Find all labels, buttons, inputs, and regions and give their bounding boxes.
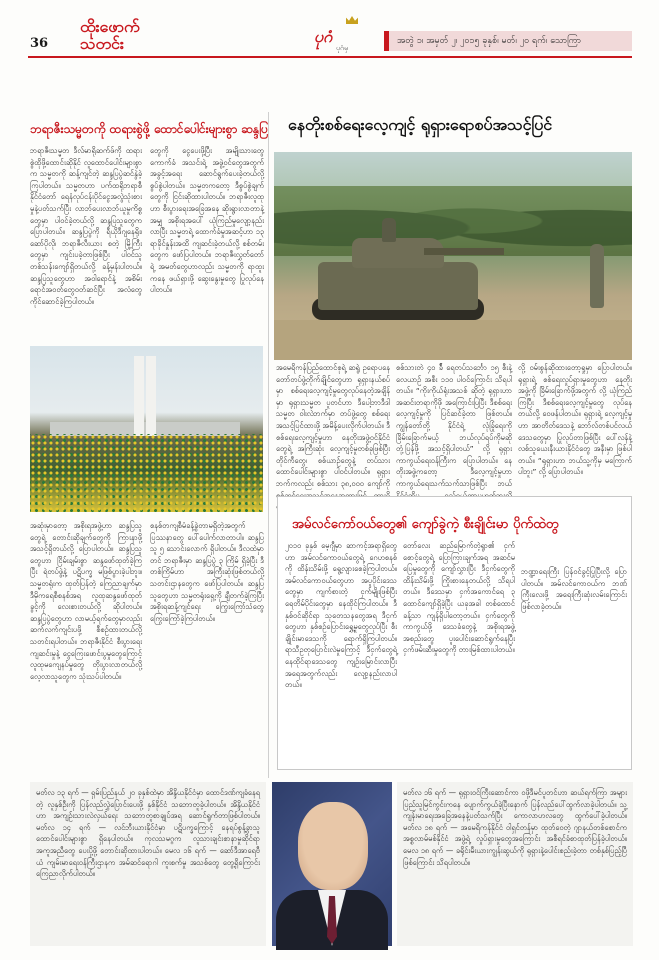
column-divider <box>268 112 269 778</box>
news-briefs-left <box>30 782 266 946</box>
section-logo <box>80 18 140 52</box>
header-rule <box>28 56 632 58</box>
left-article-col2-cont: စနစ်တကျစီမံခန့်ခွဲတာမရှိတဲ့အတွက် ပြဿနာတွေ ပေါ်ပေါက်လာတာပါ။ ဆန္ဒပြသူ ၅ သောင်းလောက် ရှိပါတယ်။ ဒီလထဲမှာတင် ဘရာဇီးမှာ ဆန္ဒပြပွဲ ၃ ကြိမ် ရှိခဲ့ပြီး ဒီတစ်ကြိမ်ဟာ အကြီးဆုံးဖြစ်တယ်လို့ သတင်းဌာနတွေက ဖော်ပြပါတယ်။ ဆန္ဒပြသူတွေဟာ သမ္မတရုံးရှေ့ကို ချီတက်ခဲ့ကြပြီး အစိုးရဆန့်ကျင်ရေး ကြွေးကြော်သံတွေ ကြွေးကြော်ခဲ့ကြပါတယ်။ <box>150 521 264 623</box>
main-article-col1: အမေရိကန်ပြည်ထောင်စုရဲ့ ဆရွဲ ဥရောပနေတော်တပ်ဖွဲ့တိုက်ချိုင်တွေဟာ ရုရှားနယ်စပ်မှာ စစ်ရေးလေ့ကျင့်မှုတွေလုပ်နေတဲ့အချိန်မှာ ရုရှားသမ္မတ ပူတင်ဟာ ဒီပေါ့ဘာဒီဒါ သမ္မတ ဝါးလဲဘက်မှာ တပ်ဖွဲ့တွေ စစ်ရေးအသင့်ပြင်ထားဖို့ အမိန့်ပေးလိုက်ပါတယ်။ ဒီစစ်ရေးလေ့ကျင့်မှုဟာ နေတိုးအဖွဲ့ဝင်နိုင်ငံတွေရဲ့ အကြီးဆုံး လေ့ကျင့်မှုတစ်ခုဖြစ်ပြီး တိုင်ကီတွေ၊ စစ်ယာဉ်တွေနဲ့ တပ်သားထောင်ပေါင်းများစွာ ပါဝင်ပါတယ်။ ရုရှားဘက်ကလည်း စစ်သား ၃၈,၀၀၀ ကျော်ကို <box>276 363 390 488</box>
crowd <box>30 434 263 512</box>
news-briefs-right <box>397 782 633 946</box>
section-logo-line1: ထိုးဖောက် <box>80 17 140 36</box>
trees <box>274 186 632 256</box>
left-article-col2: တွေကို ငွေပေးဖို့ပြီး အမျိုးသားတွေကောက်ခံ အသင်းရဲ့ အဖွဲ့ဝင်တွေအတွက် အခွင့်အရေး ဆောင်ရွက်ပေးခဲ့တယ်လို့ စွပ်စွဲပါတယ်။ သမ္မတကတော့ ဒီစွပ်စွဲချက်တွေကို ငြင်းဆိုထားပါတယ်။ ဘရာဇီးလူထုဟာ စီးပွားရေးအခြေအနေ ဆိုးရွားလာတာနဲ့အမျှ အစိုးရအပေါ် ယုံကြည်မှုလျော့နည်းလာပြီး သမ္မတရဲ့ ထောက်ခံမှုအဆင့်ဟာ ၁၃ ရာခိုင်နှုန်းအထိ ကျဆင်းခဲ့တယ်လို့ စစ်တမ်းတွေက ဖော်ပြပါတယ်။ ဘရာဇီးလွှတ်တော်ရဲ့ အမတ်တွေဟာလည်း သမ္မတကို ရာထူးကနေ ဖယ်ရှားဖို့ ဆွေးနွေးမှုတွေ ပြုလုပ်နေပါတယ်။ <box>150 146 264 295</box>
main-headline: နေတိုးစစ်ရေးလေ့ကျင့် ရုရှားရောစပ်အသင့်ပြင် <box>288 115 553 134</box>
tower <box>134 356 144 436</box>
masthead-sub: ပုဂံမှ <box>336 44 348 52</box>
face <box>298 802 368 890</box>
left-article-col1: ဘရာဇီးသမ္မတ ဒီလ်မာရိုဆက်ဖ်ကို ထရားစွဲထိုဖို့ထောင်းဆိုနိုင် လူထောင်ပေါင်းများစွာက သမ္မတကို ဆန့်ကျင်တဲ့ ဆန္ဒပြပွဲဆင်နွဲခဲ့ကြပါတယ်။ သမ္မတဟာ ပက်ထရိုဘရာစီနိုင်ငံတော် ရေနံလုပ်ငန်းပိုင်ငွေအလွဲသုံးစားမှုနဲ့ပတ်သက်ပြီး လာဘ်ပေးလာဘ်ယူမှုကိစ္စတွေမှာ ပါဝင်ခဲ့တယ်လို့ ဆန္ဒပြသူတွေက ပြောပါတယ်။ ဆန္ဒပြပွဲကို ရီယိုဒီဂျနေရိုး၊ ဆော်ပိုလို၊ ဘရာဇီလီးယား စတဲ့ မြို့ကြီးတွေမှာ ကျင်းပခဲ့တာဖြစ်ပြီး ပါဝင်သူ တစ်သန်းကျော်ရှိတယ်လို့ ခန့်မှန်းပါတယ်။ ဆန္ဒပြသူတွေဟာ အဝါရောင်နဲ့ အစိမ်းရောင်အဝတ်တွေဝတ်ဆင်ပြီး အလံတွေကိုင်ဆောင်ခဲ့ကြပါတယ်။ <box>30 146 142 306</box>
box-article-col3: ဘဏ္ဍာရေးကြီး ပြန်ဝင်ခွင့်ပြုပြီးလို့ ပြောပါတယ်။ အမ်လင်ကောဝယ်က ဘဏ်ကြီးလေးဖို့ အရေးကြီးဆုံးလမ်းကြောင်း ဖြစ်လာခဲ့တယ်။ <box>521 567 627 611</box>
tank-hull <box>318 262 478 310</box>
main-article-col3: လို့ ဝမ်းစွန်ဆိုထားတော့ရှုမှာ ပြောပါတယ်။ ရုရှားရဲ့ စစ်ရေးလှုပ်ရှားမှုတွေဟာ နေတိုးအဖွဲ့ကို ခြိမ်းခြောက်ဖို့အတွက် လို့ ယုံကြည်ကြပြီး ဒီစစ်ရေးလေ့ကျင့်မှုတွေ လုပ်နေတယ်လို့ ဝေဖန်ပါတယ်။ ရုရှားရဲ့ လေ့ကျင့်မှုဟာ အာတိတ်ဒေသနဲ့ ဘော်လ်တစ်ပင်လယ်ဒေသတွေမှာ ပြုလုပ်တာဖြစ်ပြီး ပေါ်လန်နဲ့ လစ်သူယေးနီးယားနိုင်ငံတွေ အနီးမှာ ဖြစ်ပါတယ်။ “ရုရှားဟာ ဘယ်သူ့ကိုမှ မကြောက်ပါဘူး” လို့ ပြောပါတယ်။ <box>518 363 632 477</box>
tower <box>146 356 156 436</box>
box-article-col2: တော်လေး ဆည်မြောက်တဲ့ရွာ၏ ငှက်စောင့်တွေရဲ့ ပြောကြားချက်အရ အဆင်မပြေမှုတွေကို ကျော်လွှားပြီး ဒီငှက်တွေကို ထိန်းသိမ်းဖို့ ကြိုးစားနေတယ်လို့ သိရပါတယ်။ ဒီဒေသမှာ ငှက်အကောင်ရေ ၃ ထောင်ကျော်ရှိခဲ့ပြီး ယခုအခါ တစ်ထောင်ခန့်သာ ကျန်ရှိပါတော့တယ်။ ငှက်တွေကို ကာကွယ်ဖို့ ဒေသခံတွေနဲ့ အစိုးရအဖွဲ့အစည်းတွေ ပူးပေါင်းဆောင်ရွက်နေပြီး ငှက်ဖမ်းဆီးမှုတွေကို တားမြစ်ထားပါတယ်။ <box>403 541 515 655</box>
page-number: 36 <box>30 36 49 51</box>
dateline: အတွဲ ၁၊ အမှတ် ၂၊ ၂၀၁၅ ခုနှစ်၊ မတ်၊ ၂၀ ရက်၊ သောကြာ <box>384 31 632 51</box>
brief-text-left: မတ်လ ၁၃ ရက် — ရှမ်းပြည်နယ် ၂၀ ခုနှစ်ထဲမှာ အိန္ဒိယနိုင်ငံမှာ ထောင်ဒဏ်ကျခံနေရတဲ့ လူနှစ်ဦးကို ပြန်လည်လွှဲပြောင်းပေးဖို့ နှစ်နိုင်ငံ သဘောတူခဲ့ပါတယ်။ အိန္ဒိယနိုင်ငံဟာ အကျဉ်းသားလဲလှယ်ရေး သဘောတူစာချုပ်အရ ဆောင်ရွက်တာဖြစ်ပါတယ်။ မတ်လ ၁၄ ရက် — လင်ဘီးယားနိုင်ငံမှာ ပဋိပက္ခကြောင့် နေရပ်စွန့်ခွာသူ ထောင်ပေါင်းများစွာ ရှိနေပါတယ်။ ကုလသမဂ္ဂက လူသားချင်းစာနာမှုဆိုင်ရာ အကူအညီတွေ ပေးပို့ဖို့ တောင်းဆိုထားပါတယ်။ မေလ ၁၆ ရက် — ဆော်ဒီအာရေဗီယံ ကျမ်းမာရေးဝန်ကြီးဌာနက အမ်ဆင်ရောဂါ ကူးစက်မှု အသစ်တွေ တွေ့ရှိကြောင်း ကြေညာလိုက်ပါတယ်။ <box>36 788 260 879</box>
left-article-col1-cont: အဆုံးမှာတော့ အစိုးရအဖွဲ့ဟာ ဆန္ဒပြသူတွေရဲ့ တောင်းဆိုချက်တွေကို ကြားနာဖို့ အသင့်ရှိတယ်လို့ ပြောပါတယ်။ ဆန္ဒပြသူတွေဟာ ငြိမ်းချမ်းစွာ ဆန္ဒဖော်ထုတ်ခဲ့ကြပြီး ရဲတပ်ဖွဲ့နဲ့ ပဋိပက္ခ မဖြစ်ပွားခဲ့ပါဘူး။ သမ္မတရုံးက ထုတ်ပြန်တဲ့ ကြေညာချက်မှာ ဒီမိုကရေစီစနစ်အရ လူထုဆန္ဒဖော်ထုတ်ခွင့်ကို လေးစားတယ်လို့ ဆိုပါတယ်။ ဆန္ဒပြပွဲတွေဟာ လာမယ့်ရက်တွေမှာလည်း ဆက်လက်ကျင်းပဖို့ စီစဉ်ထားတယ်လို့ သတင်းရပါတယ်။ ဘရာဇီးနိုင်ငံ စီးပွားရေးကျဆင်းမှုနဲ့ ငွေကြေးဖောင်းပွမှုတွေကြောင့် လူထုမကျေနပ်မှုတွေ တိုးပွားလာတယ်လို့ လေ့လာသူတွေက သုံးသပ်ပါတယ်။ <box>30 521 142 681</box>
tank-photo <box>274 152 632 357</box>
box-article-col1: ၂၀၁၀ ခုနှစ် မေ့ဂျီမှာ ဆာကင့်အရာရှိတွေဟာ အမ်လင်ကောဝယ်တွေရဲ့ ဂေဟစနစ်ကို ထိန်းသိမ်းဖို့ ရွေ့လျားစေခဲ့ကြပါတယ်။ အမ်လင်ကောဝယ်တွေဟာ အပူပိုင်းဒေသတွေမှာ ကျက်စားတဲ့ ငှက်မျိုးဖြစ်ပြီး ရေတိမ်ပိုင်းတွေမှာ နေထိုင်ကြပါတယ်။ ဒီနှစ်ဝင်ဆိုင်ရာ သုတေသနတွေအရ ဒီငှက်တွေဟာ နှစ်စဉ်ပြောင်းရွှေ့မှုတွေလုပ်ပြီး စီးချိုင်းမာဒေသကို ရောက်ရှိကြပါတယ်။ ရာသီဥတုပြောင်းလဲမှုကြောင့် ဒီငှက်တွေရဲ့ နေထိုင်ရာဒေသတွေ ကျဉ်းမြောင်းလာပြီး အရေအတွက်လည်း လျော့နည်းလာပါတယ်။ <box>285 541 397 690</box>
tank-crew <box>382 218 396 242</box>
tank-gun <box>424 248 504 255</box>
brief-text-right: မတ်လ ၁၆ ရက် — ရုရှားဝင်ကြီးဆောင်ကာ ဝဖို့ဒီမင်ပူတင်ဟာ ဆယ်ရက်ကြာ အများပြည်သူမြင်ကွင်းကနေ ပျောက်ကွယ်ခဲ့ပြီးနောက် ပြန်လည်ပေါ်ထွက်လာခဲ့ပါတယ်။ သူ့ကျန်းမာရေးအခြေအနေနဲ့ပတ်သက်ပြီး ကောလာဟလတွေ ထွက်ပေါ်ခဲ့ပါတယ်။ မတ်လ ၁၈ ရက် — အမေရိကန်နိုင်ငံ ဝါရှင်တန်မှာ ထုတ်ဝေတဲ့ ဂျာနယ်တစ်စောင်က အစ္စလာမ်မစ်နိုင်ငံ အဖွဲ့ရဲ့ လှုပ်ရှားမှုတွေအကြောင်း အစီရင်ခံစာထုတ်ပြန်ခဲ့ပါတယ်။ မေလ ၁၈ ရက် — ခရိုင်းမီးယားကျွန်းဆွယ်ကို ရုရှားနဲ့ပေါင်းစည်းခဲ့တာ တစ်နှစ်ပြည့်ပြီဖြစ်ကြောင်း သိရပါတယ်။ <box>403 788 627 867</box>
crown-icon <box>346 16 358 24</box>
portrait-photo <box>272 782 392 946</box>
ground <box>274 320 632 360</box>
masthead: ပုဂံ <box>314 27 333 46</box>
main-article-col2: စစ်သားတဲ ၄၀ ခ်ီ ရေတပ်သင်္ဘော ၁၅ စီးနဲ့ လေယာဉ် အစီး ၁၁၀ ပါဝင်ကြောင်း သိရပါတယ်။ “ကိုးကိုယ်ရုံးအသစ် ဆိုတဲ့ ရုရှားဟာ အဆင်းတရာကိုဖို အကြောင်းပြပြီး ဒီစစ်ရေးလေ့ကျင့်မှုကို ပြင်ဆင်ခဲ့တာ ဖြစ်တယ်။ ကျွန်တော်တို့ နိုင်ငံရဲ့ လုံခြုံရေးကို ခြိမ်းခြောက်မယ့် ဘယ်လုပ်ရပ်ကိုမဆို တုံ့ပြန်ဖို့ အသင့်ရှိပါတယ်” လို့ ရုရှားကာကွယ်ရေးဝန်ကြီးက ပြောပါတယ်။ နေတိုးအဖွဲ့ကတော့ ဒီလေ့ကျင့်မှုဟာ ကာကွယ်ရေးသက်သက်သာဖြစ်ပြီး ဘယ် <box>396 363 512 488</box>
page-header <box>0 0 659 56</box>
protest-crowd-photo <box>30 346 263 512</box>
box-headline: အမ်လင်ကော်ဝယ်တွေ၏ ကျော်ခွဲကဲ့ စီးချိုင်းမာ ပိုက်ထဲတွ <box>292 517 559 532</box>
section-logo-line2: သတင်း <box>80 34 124 53</box>
soldier-figure <box>590 244 604 308</box>
left-headline: ဘရာဇီးသမ္မတကို ထရားစွဲဖို့ ထောင်ပေါင်းများစွာ ဆန္ဒပြ <box>30 122 268 136</box>
